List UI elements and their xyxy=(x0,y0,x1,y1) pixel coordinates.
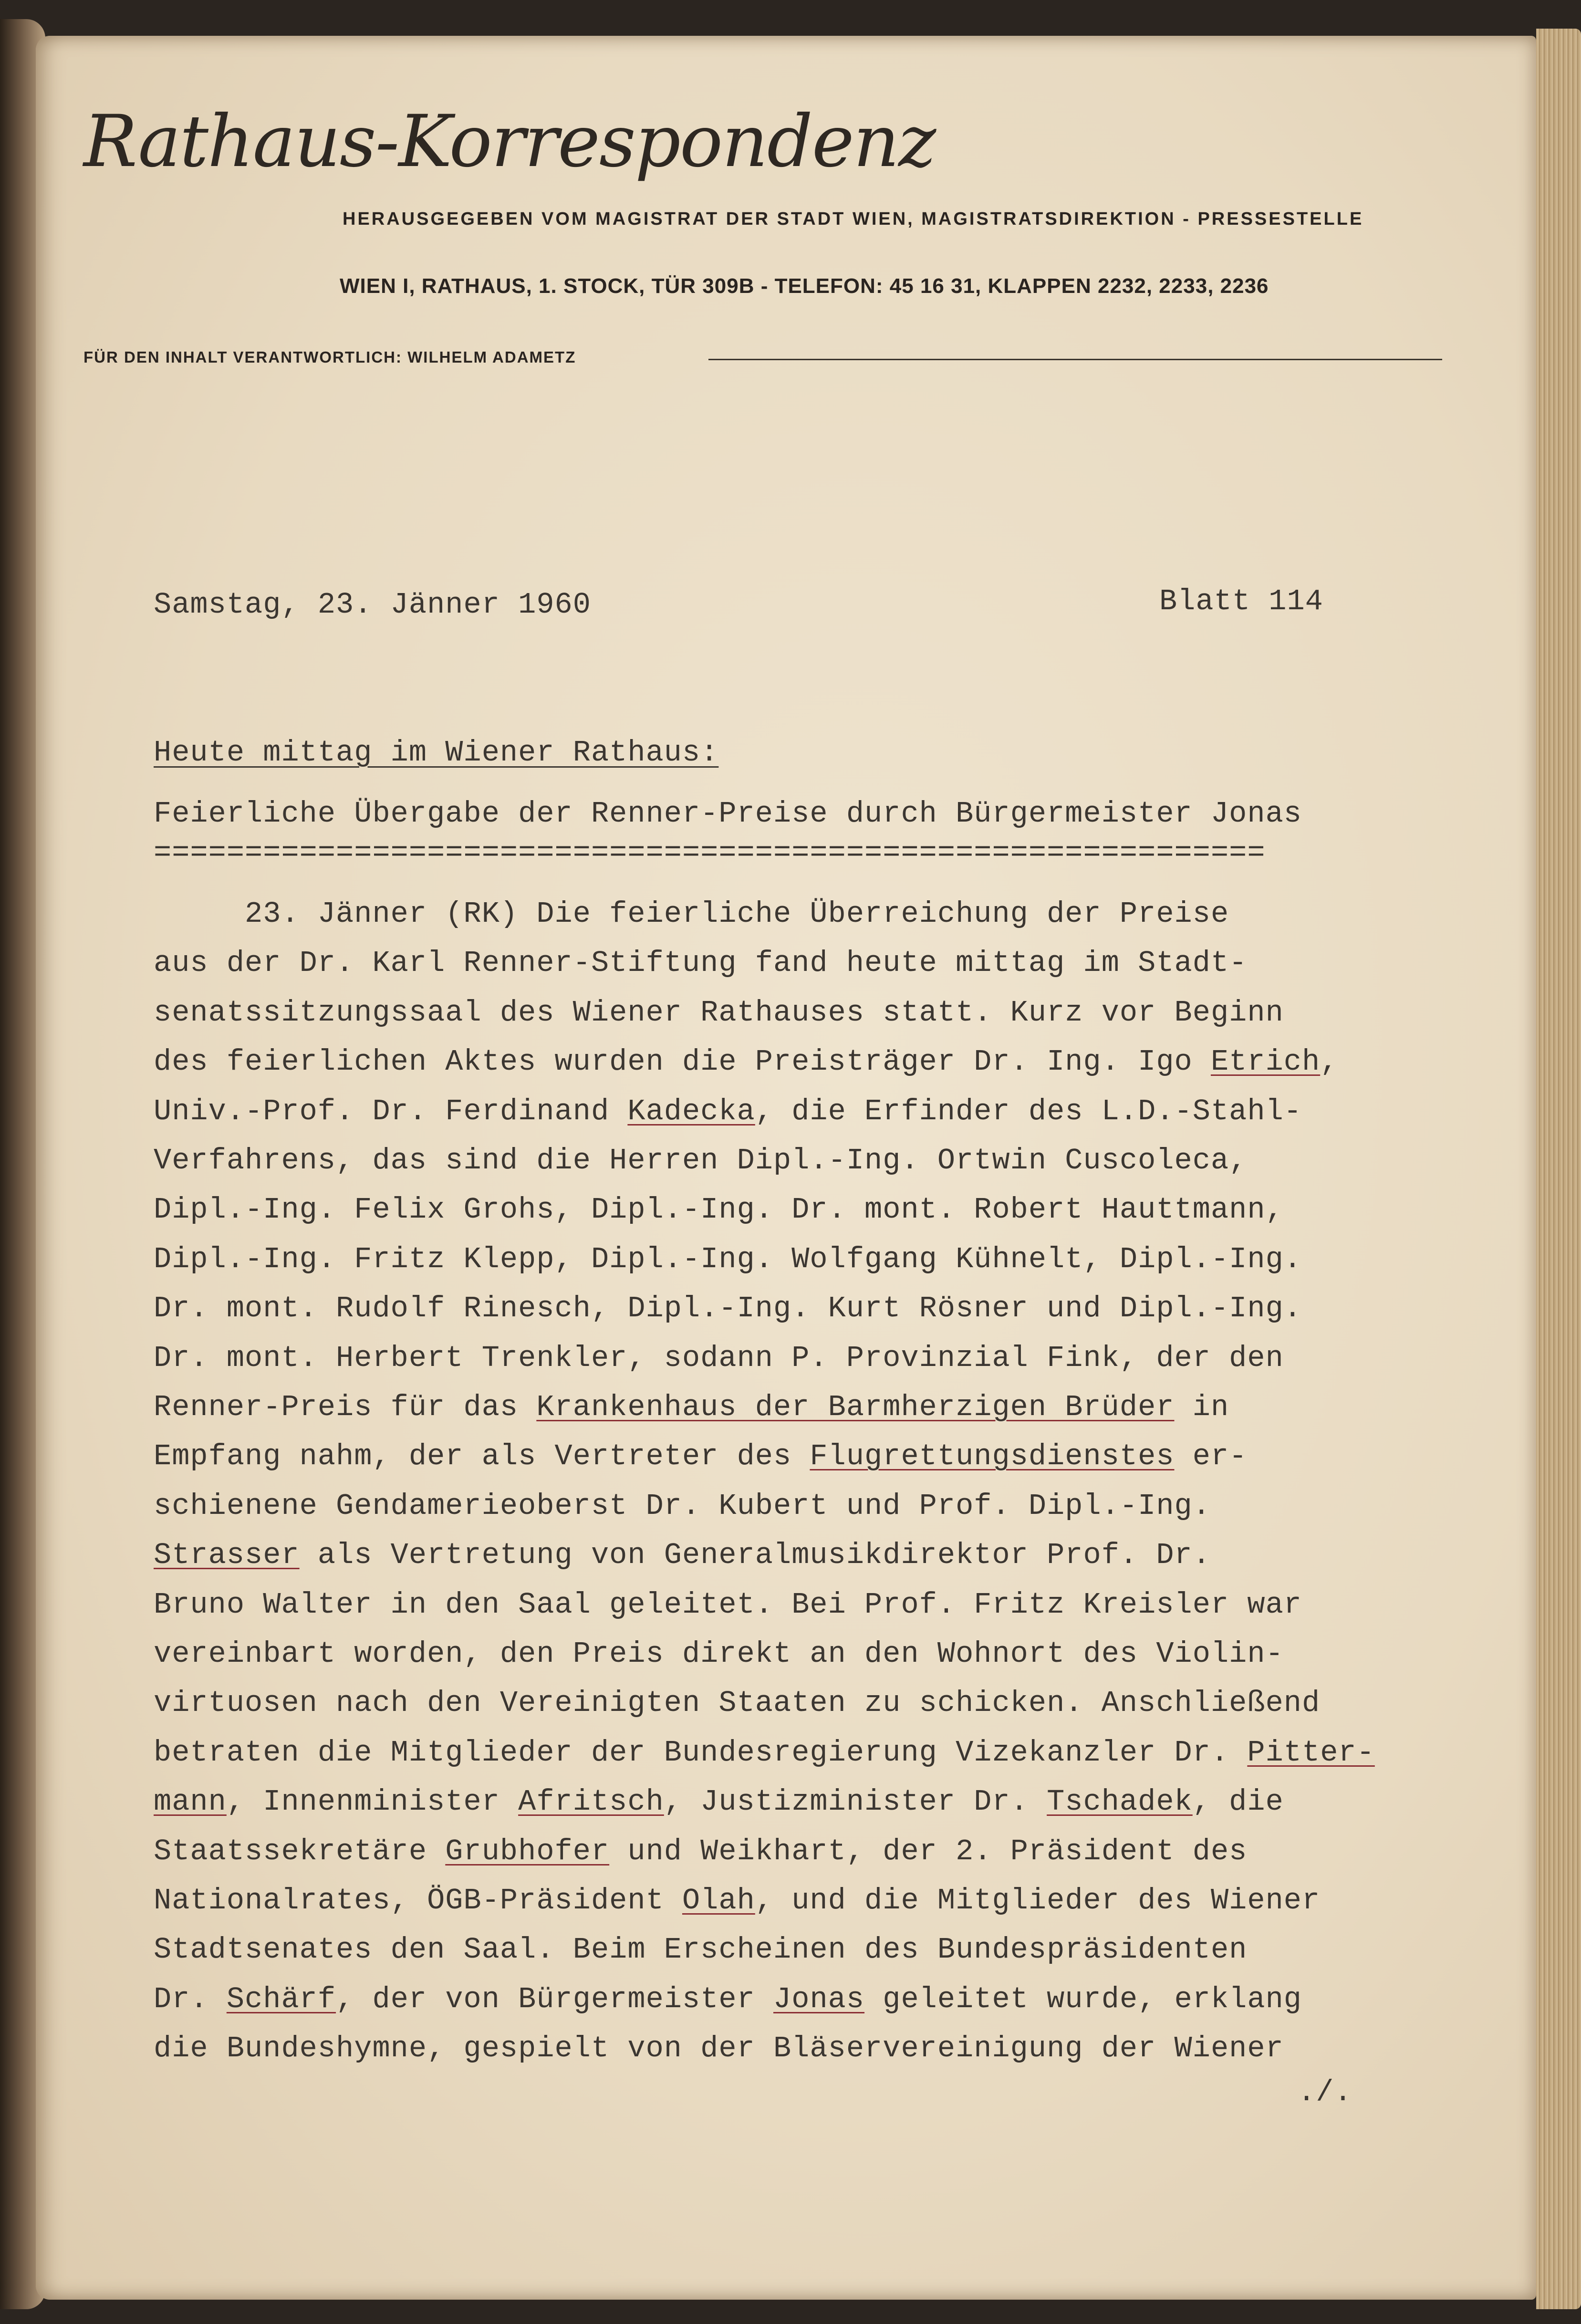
body-line xyxy=(154,1242,1302,1276)
text-run: , der von Bürgermeister xyxy=(336,1982,774,2016)
masthead-publisher: HERAUSGEGEBEN VOM MAGISTRAT DER STADT WIEN, MAGISTRATSDIREKTION - PRESSESTELLE xyxy=(343,209,1364,229)
body-line xyxy=(154,1933,1247,1967)
body-line xyxy=(154,1193,1284,1227)
text-run: Bruno Walter in den Saal geleitet. Bei Prof. Fritz Kreisler war xyxy=(154,1587,1302,1622)
text-run: als Vertretung von Generalmusikdirektor Prof. Dr. xyxy=(299,1538,1211,1573)
article-kicker: Heute mittag im Wiener Rathaus: xyxy=(154,736,719,770)
underlined-name: Afritsch xyxy=(518,1785,664,1819)
body-line xyxy=(154,1588,1302,1622)
continuation-mark: ./. xyxy=(1298,2075,1352,2109)
text-run: schienene Gendamerieoberst Dr. Kubert und Prof. Dipl.-Ing. xyxy=(154,1489,1211,1523)
text-run: er- xyxy=(1174,1439,1248,1474)
text-run: in xyxy=(1174,1390,1229,1424)
text-run: Univ.-Prof. Dr. Ferdinand xyxy=(154,1094,628,1128)
text-run: Nationalrates, ÖGB-Präsident xyxy=(154,1884,682,1918)
body-line xyxy=(154,1884,1320,1918)
body-line xyxy=(154,1341,1284,1375)
body-line xyxy=(154,1834,1247,1868)
underlined-name: Etrich xyxy=(1210,1045,1321,1079)
body-line xyxy=(154,1439,1247,1473)
text-run: und Weikhart, der 2. Präsident des xyxy=(609,1834,1248,1868)
text-run: virtuosen nach den Vereinigten Staaten zu schicken. Anschließend xyxy=(154,1686,1321,1720)
issue-date: Samstag, 23. Jänner 1960 xyxy=(154,588,591,622)
underlined-name: Strasser xyxy=(154,1538,300,1573)
text-run: betraten die Mitglieder der Bundesregierung Vizekanzler Dr. xyxy=(154,1735,1248,1770)
headline-rule: ============================================================= xyxy=(154,836,1266,870)
text-run: , xyxy=(1320,1045,1339,1079)
underlined-name: Schärf xyxy=(226,1982,336,2016)
text-run: senatssitzungssaal des Wiener Rathauses statt. Kurz vor Beginn xyxy=(154,995,1284,1030)
text-run: Renner-Preis für das xyxy=(154,1390,537,1424)
masthead-address: WIEN I, RATHAUS, 1. STOCK, TÜR 309B - TELEFON: 45 16 31, KLAPPEN 2232, 2233, 2236 xyxy=(340,274,1269,298)
body-line xyxy=(154,1292,1302,1325)
underlined-name: Jonas xyxy=(773,1982,865,2016)
body-line xyxy=(154,1390,1229,1424)
text-run: 23. Jänner (RK) Die feierliche Überreichung der Preise xyxy=(154,897,1229,931)
body-line xyxy=(154,1686,1320,1720)
text-run: , die xyxy=(1192,1785,1284,1819)
text-run: Empfang nahm, der als Vertreter des xyxy=(154,1439,810,1474)
underlined-name: mann xyxy=(154,1785,227,1819)
body-line xyxy=(154,1094,1302,1128)
text-run: Dr. mont. Rudolf Rinesch, Dipl.-Ing. Kurt Rösner und Dipl.-Ing. xyxy=(154,1292,1302,1326)
text-run: Dipl.-Ing. Felix Grohs, Dipl.-Ing. Dr. mont. Robert Hauttmann, xyxy=(154,1193,1284,1227)
text-run: vereinbart worden, den Preis direkt an den Wohnort des Violin- xyxy=(154,1637,1284,1671)
underlined-name: Grubhofer xyxy=(445,1834,610,1868)
text-run: , Justizminister Dr. xyxy=(664,1785,1047,1819)
masthead-responsible: FÜR DEN INHALT VERANTWORTLICH: WILHELM ADAMETZ xyxy=(83,348,576,366)
text-run: Dipl.-Ing. Fritz Klepp, Dipl.-Ing. Wolfgang Kühnelt, Dipl.-Ing. xyxy=(154,1242,1302,1276)
page-stack-edge xyxy=(1536,29,1581,2309)
body-line xyxy=(154,1144,1247,1178)
body-line xyxy=(154,946,1247,980)
body-line xyxy=(154,1982,1302,2016)
masthead-title: Rathaus-Korrespondenz xyxy=(83,100,936,183)
body-line xyxy=(154,1489,1211,1523)
article-headline: Feierliche Übergabe der Renner-Preise durch Bürgermeister Jonas xyxy=(154,797,1302,831)
text-run: des feierlichen Aktes wurden die Preisträger Dr. Ing. Igo xyxy=(154,1045,1211,1079)
text-run: Staatssekretäre xyxy=(154,1834,446,1868)
underlined-name: Kadecka xyxy=(627,1094,755,1128)
body-line xyxy=(154,1045,1338,1079)
text-run: die Bundeshymne, gespielt von der Bläservereinigung der Wiener xyxy=(154,2032,1284,2066)
underlined-name: Tschadek xyxy=(1047,1785,1193,1819)
underlined-name: Olah xyxy=(682,1884,755,1918)
text-run: , die Erfinder des L.D.-Stahl- xyxy=(755,1094,1302,1128)
text-run: Dr. mont. Herbert Trenkler, sodann P. Provinzial Fink, der den xyxy=(154,1341,1284,1375)
body-line xyxy=(154,1538,1211,1572)
text-run: , Innenminister xyxy=(226,1785,519,1819)
body-line xyxy=(154,2032,1284,2065)
underlined-name: Flugrettungsdienstes xyxy=(810,1439,1175,1474)
body-line xyxy=(154,1736,1375,1770)
text-run: geleitet wurde, erklang xyxy=(864,1982,1302,2016)
underlined-name: Krankenhaus der Barmherzigen Brüder xyxy=(536,1390,1175,1424)
body-line xyxy=(154,996,1284,1030)
body-line xyxy=(154,897,1229,931)
text-run: , und die Mitglieder des Wiener xyxy=(755,1884,1321,1918)
body-line xyxy=(154,1637,1284,1671)
body-line xyxy=(154,1785,1284,1819)
text-run: aus der Dr. Karl Renner-Stiftung fand heute mittag im Stadt- xyxy=(154,946,1248,980)
sheet-number: Blatt 114 xyxy=(1159,584,1323,618)
text-run: Verfahrens, das sind die Herren Dipl.-Ing. Ortwin Cuscoleca, xyxy=(154,1144,1248,1178)
text-run: Stadtsenates den Saal. Beim Erscheinen des Bundespräsidenten xyxy=(154,1933,1248,1967)
masthead-rule xyxy=(708,359,1442,360)
underlined-name: Pitter- xyxy=(1247,1735,1375,1770)
text-run: Dr. xyxy=(154,1982,227,2016)
